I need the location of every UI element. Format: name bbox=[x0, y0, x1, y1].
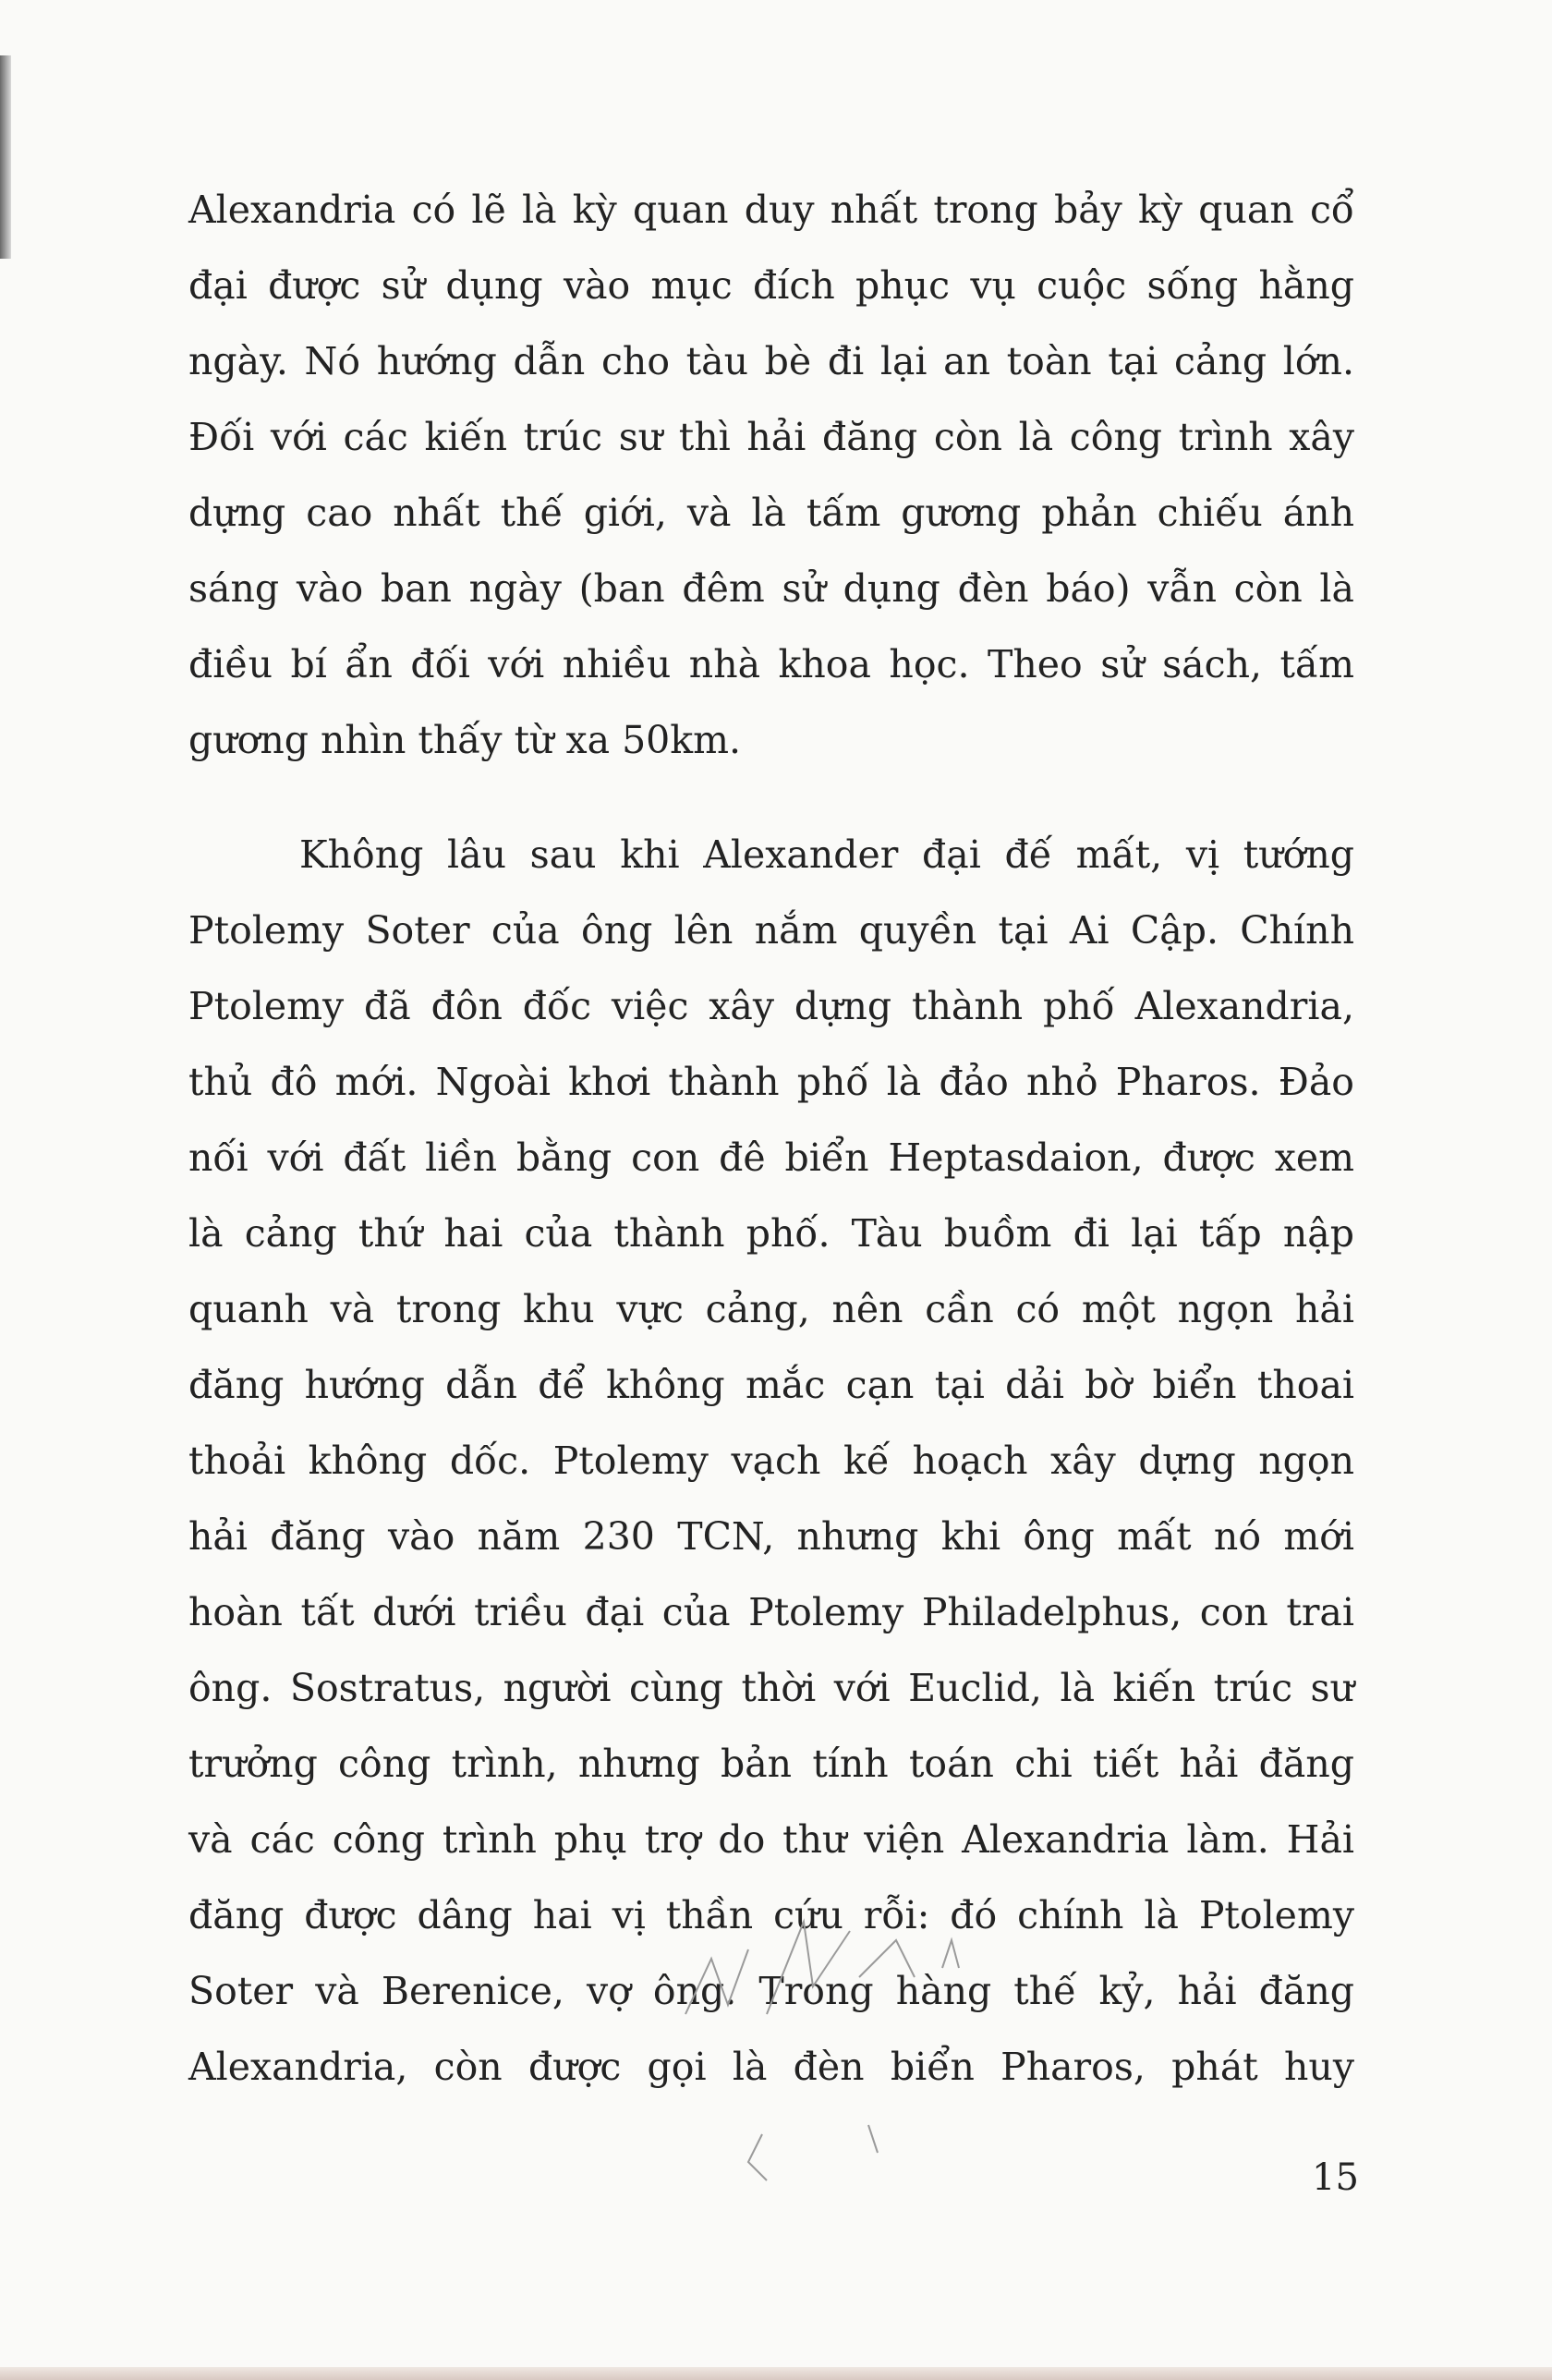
text-line: Ptolemy đã đôn đốc việc xây dựng thành phố Alexandria, bbox=[188, 984, 1354, 1028]
text-line: Alexandria, còn được gọi là đèn biển Pharos, phát huy bbox=[188, 2045, 1354, 2089]
pencil-scribble bbox=[674, 1903, 998, 2208]
text-line: Alexandria có lẽ là kỳ quan duy nhất trong bảy kỳ quan cổ bbox=[188, 188, 1354, 232]
text-line: thoải không dốc. Ptolemy vạch kế hoạch xây dựng ngọn bbox=[188, 1439, 1354, 1483]
text-line: đại được sử dụng vào mục đích phục vụ cuộc sống hằng bbox=[188, 263, 1354, 308]
text-line: điều bí ẩn đối với nhiều nhà khoa học. Theo sử sách, tấm bbox=[188, 642, 1354, 686]
text-line: nối với đất liền bằng con đê biển Heptasdaion, được xem bbox=[188, 1135, 1354, 1180]
text-line: trưởng công trình, nhưng bản tính toán chi tiết hải đăng bbox=[188, 1742, 1354, 1786]
text-line: Đối với các kiến trúc sư thì hải đăng còn là công trình xây bbox=[188, 415, 1354, 459]
text-line: Không lâu sau khi Alexander đại đế mất, vị tướng bbox=[299, 832, 1354, 877]
text-line: dựng cao nhất thế giới, và là tấm gương phản chiếu ánh bbox=[188, 491, 1354, 535]
text-line: là cảng thứ hai của thành phố. Tàu buồm đi lại tấp nập bbox=[188, 1211, 1354, 1256]
page-edge-shadow bbox=[0, 55, 11, 259]
text-line: sáng vào ban ngày (ban đêm sử dụng đèn báo) vẫn còn là bbox=[188, 566, 1354, 611]
text-line: và các công trình phụ trợ do thư viện Alexandria làm. Hải bbox=[188, 1817, 1354, 1862]
text-line: ông. Sostratus, người cùng thời với Euclid, là kiến trúc sư bbox=[188, 1666, 1354, 1710]
text-line: hải đăng vào năm 230 TCN, nhưng khi ông mất nó mới bbox=[188, 1514, 1354, 1559]
text-line: hoàn tất dưới triều đại của Ptolemy Philadelphus, con trai bbox=[188, 1590, 1354, 1634]
text-line: quanh và trong khu vực cảng, nên cần có một ngọn hải bbox=[188, 1287, 1354, 1331]
page-number: 15 bbox=[1312, 2156, 1359, 2199]
text-line: Soter và Berenice, vợ ông. Trong hàng thế kỷ, hải đăng bbox=[188, 1969, 1354, 2013]
paragraph-gap bbox=[188, 778, 1354, 817]
page-bottom-edge bbox=[0, 2367, 1552, 2380]
text-line: đăng được dâng hai vị thần cứu rỗi: đó chính là Ptolemy bbox=[188, 1893, 1354, 1937]
text-line: gương nhìn thấy từ xa 50km. bbox=[188, 718, 742, 762]
text-line: ngày. Nó hướng dẫn cho tàu bè đi lại an toàn tại cảng lớn. bbox=[188, 339, 1354, 383]
text-line: thủ đô mới. Ngoài khơi thành phố là đảo nhỏ Pharos. Đảo bbox=[188, 1060, 1354, 1104]
text-line: Ptolemy Soter của ông lên nắm quyền tại Ai Cập. Chính bbox=[188, 908, 1354, 953]
body-text bbox=[188, 172, 1354, 2105]
text-line: đăng hướng dẫn để không mắc cạn tại dải bờ biển thoai bbox=[188, 1363, 1354, 1407]
